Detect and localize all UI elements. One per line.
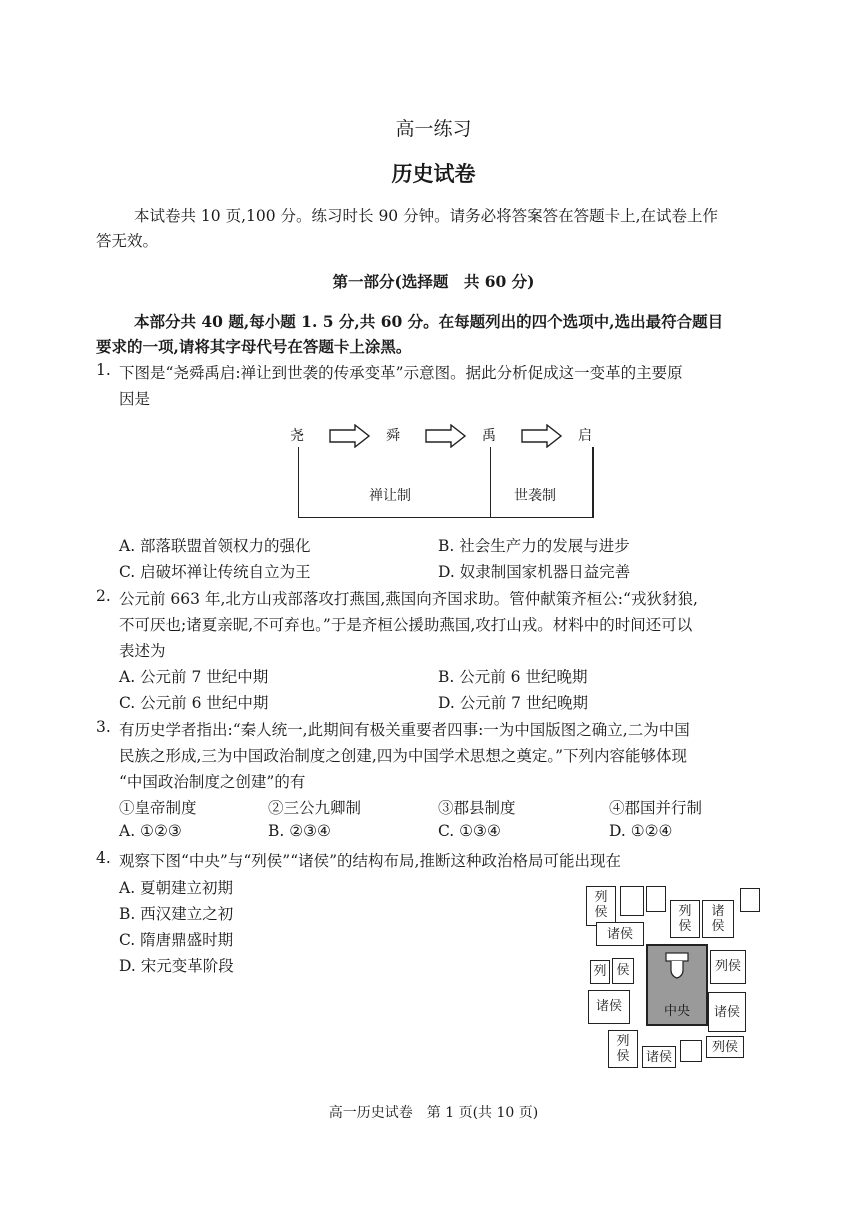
- diagram-divider: [490, 447, 491, 517]
- q3-item-3: ③郡县制度: [438, 799, 516, 817]
- map-label-center: 中央: [663, 1004, 690, 1019]
- diagram-name-shun: 舜: [386, 428, 400, 444]
- q3-option-c[interactable]: C. ①③④: [438, 822, 501, 840]
- map-region-zhuhou: [596, 922, 644, 946]
- section-instructions-line-1: 本部分共 40 题,每小题 1. 5 分,共 60 分。在每题列出的四个选项中,选出最符合题目: [134, 312, 724, 331]
- q3-number: 3.: [96, 718, 111, 736]
- section-instructions-line-2: 要求的一项,请将其字母代号在答题卡上涂黑。: [96, 337, 412, 356]
- arrow-icon: [329, 424, 371, 448]
- map-region-liehou: [706, 1036, 744, 1058]
- q3-option-a[interactable]: A. ①②③: [119, 822, 182, 840]
- q4-option-d[interactable]: D. 宋元变革阶段: [119, 957, 234, 975]
- map-region-lie: [590, 960, 610, 984]
- q3-item-2: ②三公九卿制: [268, 799, 362, 817]
- map-label-hou: 侯: [711, 919, 725, 934]
- q1-option-a[interactable]: A. 部落联盟首领权力的强化: [119, 537, 311, 555]
- diagram-label-shixi: 世袭制: [514, 488, 556, 504]
- q2-option-c[interactable]: C. 公元前 6 世纪中期: [119, 694, 269, 712]
- q1-line-2: 因是: [119, 390, 151, 408]
- map-region-center: [646, 944, 708, 1026]
- map-region-blank: [680, 1040, 702, 1062]
- map-region-liehou: [586, 886, 616, 926]
- map-region-blank: [740, 888, 760, 912]
- q4-option-a[interactable]: A. 夏朝建立初期: [119, 879, 234, 897]
- q3-item-1: ①皇帝制度: [119, 799, 197, 817]
- q1-line-1: 下图是“尧舜禹启:禅让到世袭的传承变革”示意图。据此分析促成这一变革的主要原: [119, 364, 683, 382]
- map-label-lie: 列: [678, 904, 692, 919]
- palace-icon: [665, 952, 689, 982]
- q2-line-2: 不可厌也;诸夏亲昵,不可弃也。”于是齐桓公援助燕国,攻打山戎。材料中的时间还可以: [119, 616, 693, 634]
- map-label-hou: 侯: [678, 919, 692, 934]
- q2-option-a[interactable]: A. 公元前 7 世纪中期: [119, 668, 269, 686]
- map-label-zhuhou: 诸侯: [595, 999, 622, 1014]
- map-label-lie: 列: [616, 1034, 630, 1049]
- diagram-right-line: [592, 447, 593, 517]
- map-region-zhuhou: [708, 992, 746, 1032]
- q3-item-4: ④郡国并行制: [609, 799, 703, 817]
- map-label-liehou: 列侯: [711, 1040, 738, 1055]
- intro-line-2: 答无效。: [96, 232, 159, 250]
- q1-number: 1.: [96, 361, 111, 379]
- q4-option-c[interactable]: C. 隋唐鼎盛时期: [119, 931, 234, 949]
- map-label-liehou: 列侯: [714, 959, 741, 974]
- diagram-name-yao: 尧: [290, 428, 304, 444]
- map-region-blank: [620, 886, 644, 916]
- map-region-zhuhou: [588, 990, 630, 1024]
- arrow-icon: [425, 424, 467, 448]
- map-region-liehou: [710, 950, 746, 984]
- q2-line-3: 表述为: [119, 642, 166, 660]
- map-region-hou: [612, 958, 634, 984]
- map-label-hou: 侯: [616, 963, 630, 978]
- map-region-zhuhou: [642, 1046, 676, 1068]
- section-heading: 第一部分(选择题 共 60 分): [332, 272, 535, 291]
- diagram-label-shanrang: 禅让制: [369, 488, 411, 504]
- page-footer: 高一历史试卷 第 1 页(共 10 页): [328, 1105, 539, 1121]
- map-label-zhuhou: 诸侯: [645, 1050, 672, 1065]
- q3-option-b[interactable]: B. ②③④: [268, 822, 331, 840]
- map-label-hou: 侯: [594, 905, 608, 920]
- q3-option-d[interactable]: D. ①②④: [609, 822, 673, 840]
- q1-option-b[interactable]: B. 社会生产力的发展与进步: [438, 537, 630, 555]
- map-label-zhuhou: 诸侯: [606, 927, 633, 942]
- diagram-bracket: [298, 447, 594, 518]
- q3-line-3: “中国政治制度之创建”的有: [119, 773, 306, 791]
- q2-option-b[interactable]: B. 公元前 6 世纪晚期: [438, 668, 588, 686]
- map-region-liehou: [608, 1030, 638, 1068]
- exam-title: 历史试卷: [391, 161, 476, 186]
- map-region-liehou: [670, 900, 700, 938]
- q2-line-1: 公元前 663 年,北方山戎部落攻打燕国,燕国向齐国求助。管仲献策齐桓公:“戎狄豺狼,: [119, 590, 698, 608]
- q1-option-c[interactable]: C. 启破坏禅让传统自立为王: [119, 563, 311, 581]
- diagram-name-yu: 禹: [482, 428, 496, 444]
- diagram-name-qi: 启: [578, 428, 592, 444]
- q4-number: 4.: [96, 849, 111, 867]
- q4-line-1: 观察下图“中央”与“列侯”“诸侯”的结构布局,推断这种政治格局可能出现在: [119, 852, 621, 870]
- map-label-lie: 列: [593, 964, 607, 979]
- q4-option-b[interactable]: B. 西汉建立之初: [119, 905, 234, 923]
- map-region-blank: [646, 886, 666, 912]
- map-region-zhuhou: [702, 900, 734, 938]
- q1-option-d[interactable]: D. 奴隶制国家机器日益完善: [438, 563, 631, 581]
- q3-line-1: 有历史学者指出:“秦人统一,此期间有极关重要者四事:一为中国版图之确立,二为中国: [119, 721, 690, 739]
- q2-option-d[interactable]: D. 公元前 7 世纪晚期: [438, 694, 588, 712]
- map-label-zhu: 诸: [711, 904, 725, 919]
- arrow-icon: [521, 424, 563, 448]
- diagram-left-line: [298, 447, 299, 517]
- map-label-zhuhou: 诸侯: [713, 1005, 740, 1020]
- q2-number: 2.: [96, 587, 111, 605]
- intro-line-1: 本试卷共 10 页,100 分。练习时长 90 分钟。请务必将答案答在答题卡上,在试卷上作: [134, 207, 719, 225]
- map-label-lie: 列: [594, 890, 608, 905]
- map-label-hou: 侯: [616, 1049, 630, 1064]
- q3-line-2: 民族之形成,三为中国政治制度之创建,四为中国学术思想之奠定。”下列内容能够体现: [119, 747, 688, 765]
- exam-subtitle: 高一练习: [395, 118, 472, 140]
